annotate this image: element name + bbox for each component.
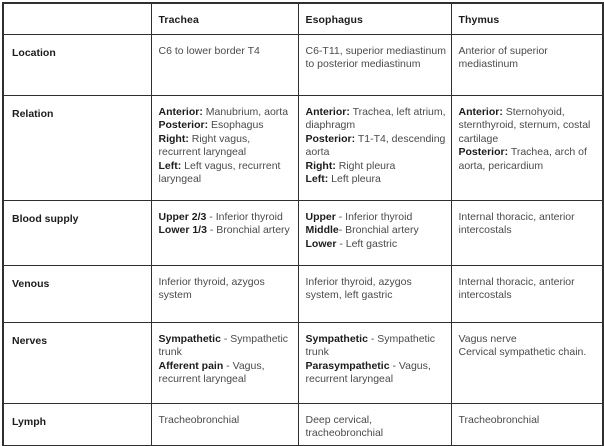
cell-line: [159, 333, 294, 360]
cell-text: Vagus nerve: [458, 332, 517, 345]
term-label: Posterior:: [458, 146, 509, 158]
cell-lymph-trachea: [151, 403, 298, 446]
cell-text: Left vagus, recurrent laryngeal: [158, 159, 281, 185]
row-label-lymph: [3, 403, 151, 446]
cell-venous-thymus: [451, 265, 603, 322]
cell-line: [159, 119, 294, 133]
row-label-text: Nerves: [12, 334, 48, 347]
cell-text: Internal thoracic, anterior intercostals: [458, 210, 575, 236]
cell-line: [306, 414, 447, 441]
table-row-location: [3, 34, 603, 95]
cell-lymph-thymus: [451, 403, 603, 446]
row-label-relation: [3, 95, 151, 200]
term-label: Middle: [305, 224, 339, 236]
row-label-text: Blood supply: [12, 212, 79, 225]
term-label: Anterior:: [158, 105, 203, 118]
cell-text: Inferior thyroid, azygos system, left gastric: [305, 275, 412, 301]
term-label: Sympathetic: [305, 332, 368, 345]
cell-line: [459, 106, 599, 147]
cell-line: [159, 414, 294, 428]
cell-line: [159, 160, 294, 187]
term-label: Anterior:: [458, 105, 503, 118]
row-label-text: Lymph: [12, 415, 47, 428]
cell-text: Manubrium, aorta: [202, 105, 289, 118]
cell-line: [306, 106, 447, 133]
cell-text: Anterior of superior mediastinum: [458, 44, 548, 70]
comparison-table: [2, 2, 604, 446]
column-header-thymus: [451, 3, 603, 34]
cell-text: Sternohyoid, sternthyroid, sternum, costal cartilage: [458, 105, 591, 145]
term-label: Upper: [305, 210, 336, 223]
table-row-nerves: [3, 322, 603, 403]
cell-line: [159, 133, 294, 160]
cell-text: - Inferior thyroid: [335, 210, 413, 223]
cell-text: Right pleura: [335, 159, 396, 172]
cell-line: [306, 133, 447, 160]
cell-relation-thymus: [451, 95, 603, 200]
cell-line: [159, 276, 294, 303]
column-header-esophagus: [298, 3, 451, 34]
column-header-label: Thymus: [458, 13, 500, 26]
cell-line: [459, 333, 599, 347]
cell-text: Right vagus, recurrent laryngeal: [158, 132, 251, 158]
cell-venous-esophagus: [298, 265, 451, 322]
cell-line: [306, 160, 447, 174]
cell-line: [159, 45, 294, 59]
table-header: [3, 3, 603, 34]
cell-location-esophagus: [298, 34, 451, 95]
cell-nerves-thymus: [451, 322, 603, 403]
cell-text: Trachea, left atrium, diaphragm: [305, 105, 446, 131]
cell-location-thymus: [451, 34, 603, 95]
row-label-location: [3, 34, 151, 95]
cell-text: Tracheobronchial: [458, 413, 540, 426]
row-label-blood-supply: [3, 200, 151, 265]
cell-line: [159, 360, 294, 387]
cell-line: [306, 173, 447, 187]
table-row-blood-supply: [3, 200, 603, 265]
cell-text: Tracheobronchial: [158, 413, 240, 426]
table-row-relation: [3, 95, 603, 200]
cell-relation-esophagus: [298, 95, 451, 200]
cell-text: Left pleura: [328, 173, 381, 185]
cell-location-trachea: [151, 34, 298, 95]
cell-text: C6 to lower border T4: [158, 44, 260, 57]
cell-text: Deep cervical, tracheobronchial: [305, 413, 384, 439]
cell-text: - Vagus, recurrent laryngeal: [158, 359, 265, 385]
cell-line: [306, 211, 447, 225]
cell-nerves-trachea: [151, 322, 298, 403]
cell-text: Esophagus: [208, 119, 264, 131]
cell-line: [306, 238, 447, 252]
term-label: Posterior:: [305, 132, 356, 145]
cell-text: - Vagus, recurrent laryngeal: [305, 359, 431, 385]
cell-line: [306, 224, 447, 238]
row-label-text: Location: [12, 46, 56, 59]
term-label: Left:: [305, 173, 329, 185]
cell-nerves-esophagus: [298, 322, 451, 403]
row-label-text: Venous: [12, 277, 50, 290]
column-header-label: Esophagus: [305, 13, 363, 26]
term-label: Right:: [158, 132, 189, 145]
term-label: Parasympathetic: [305, 359, 390, 372]
term-label: Left:: [158, 159, 182, 172]
cell-text: - Sympathetic trunk: [305, 332, 436, 358]
cell-line: [459, 346, 599, 360]
cell-line: [159, 211, 294, 225]
cell-text: - Inferior thyroid: [206, 210, 283, 223]
table-row-lymph: [3, 403, 603, 446]
row-label-text: Relation: [12, 107, 54, 120]
cell-text: Trachea, arch of aorta, pericardium: [458, 146, 587, 172]
cell-line: [306, 360, 447, 387]
cell-line: [306, 333, 447, 360]
cell-line: [459, 414, 599, 428]
cell-line: [459, 146, 599, 173]
cell-line: [159, 224, 294, 238]
cell-line: [159, 106, 294, 120]
cell-venous-trachea: [151, 265, 298, 322]
term-label: Lower 1/3: [158, 224, 207, 236]
cell-text: - Bronchial artery: [206, 224, 290, 236]
term-label: Posterior:: [158, 119, 209, 131]
cell-line: [306, 45, 447, 72]
table-body: [3, 34, 603, 446]
cell-line: [306, 276, 447, 303]
cell-relation-trachea: [151, 95, 298, 200]
header-row: [3, 3, 603, 34]
cell-text: T1-T4, descending aorta: [305, 132, 446, 158]
term-label: Afferent pain: [158, 359, 224, 372]
cell-text: - Sympathetic trunk: [158, 332, 289, 358]
cell-blood-supply-thymus: [451, 200, 603, 265]
cell-lymph-esophagus: [298, 403, 451, 446]
row-label-nerves: [3, 322, 151, 403]
cell-text: Internal thoracic, anterior intercostals: [458, 275, 575, 301]
table-row-venous: [3, 265, 603, 322]
cell-text: - Bronchial artery: [338, 224, 419, 236]
column-header-blank: [3, 3, 151, 34]
term-label: Sympathetic: [158, 332, 221, 345]
cell-blood-supply-esophagus: [298, 200, 451, 265]
term-label: Right:: [305, 159, 336, 172]
cell-line: [459, 211, 599, 238]
column-header-trachea: [151, 3, 298, 34]
term-label: Anterior:: [305, 105, 350, 118]
cell-text: Inferior thyroid, azygos system: [158, 275, 265, 301]
cell-line: [459, 45, 599, 72]
column-header-label: Trachea: [158, 13, 199, 26]
cell-text: - Left gastric: [336, 237, 398, 250]
term-label: Upper 2/3: [158, 210, 207, 223]
cell-blood-supply-trachea: [151, 200, 298, 265]
row-label-venous: [3, 265, 151, 322]
cell-line: [459, 276, 599, 303]
cell-text: C6-T11, superior mediastinum to posterior mediastinum: [305, 44, 446, 70]
term-label: Lower: [305, 237, 337, 250]
cell-text: Cervical sympathetic chain.: [458, 346, 587, 358]
